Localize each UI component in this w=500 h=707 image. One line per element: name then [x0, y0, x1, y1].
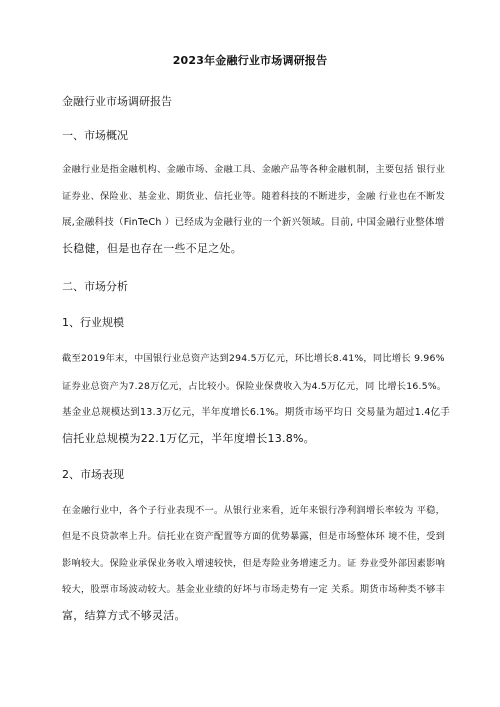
paragraph-line: 金融行业是指金融机构、金融市场、金融工具、金融产品等各种金融机制，主要包括 银行业 — [62, 164, 446, 175]
paragraph-line: 影响较大。保险业承保业务收入增速较快，但是寿险业务增速乏力。证 券业受外部因素影响 — [62, 558, 446, 569]
subsection-heading-industry-scale: 1、行业规模 — [62, 316, 124, 329]
paragraph-line: 长稳健，但是也存在一些不足之处。 — [62, 242, 242, 255]
document-title: 2023年金融行业市场调研报告 — [172, 54, 328, 67]
paragraph-line: 基金业总规模达到13.3万亿元，半年度增长6.1%。期货市场平均日 交易量为超过1.4亿手 — [62, 407, 451, 418]
paragraph-line: 但是不良贷款率上升。信托业在资产配置等方面的优势暴露，但是市场整体环 境不佳，受到 — [62, 531, 446, 542]
paragraph-line: 证券业总资产为7.28万亿元，占比较小。保险业保费收入为4.5万亿元，同 比增长16.5%。 — [62, 381, 447, 392]
paragraph-line: 在金融行业中，各个子行业表现不一。从银行业来看，近年来银行净利润增长率较为 平稳， — [62, 505, 446, 516]
paragraph-line: 截至2019年末，中国银行业总资产达到294.5万亿元，环比增长8.41%，同比增长 9.96% — [62, 353, 445, 364]
paragraph-line: 较大，股票市场波动较大。基金业业绩的好坏与市场走势有一定 关系。期货市场种类不够丰 — [62, 584, 446, 595]
paragraph-line: 富，结算方式不够灵活。 — [62, 609, 186, 622]
paragraph-line: 信托业总规模为22.1万亿元，半年度增长13.8%。 — [62, 432, 315, 445]
paragraph-line: 证券业、保险业、基金业、期货业、信托业等。随着科技的不断进步，金融 行业也在不断发 — [62, 191, 446, 202]
report-subtitle: 金融行业市场调研报告 — [62, 95, 172, 108]
section-heading-market-overview: 一、市场概况 — [62, 129, 128, 142]
paragraph-line: 展,金融科技（FinTeCh ）已经成为金融行业的一个新兴领域。目前, 中国金融行业整体增 — [62, 217, 445, 228]
subsection-heading-market-performance: 2、市场表现 — [62, 468, 124, 481]
section-heading-market-analysis: 二、市场分析 — [62, 280, 128, 293]
